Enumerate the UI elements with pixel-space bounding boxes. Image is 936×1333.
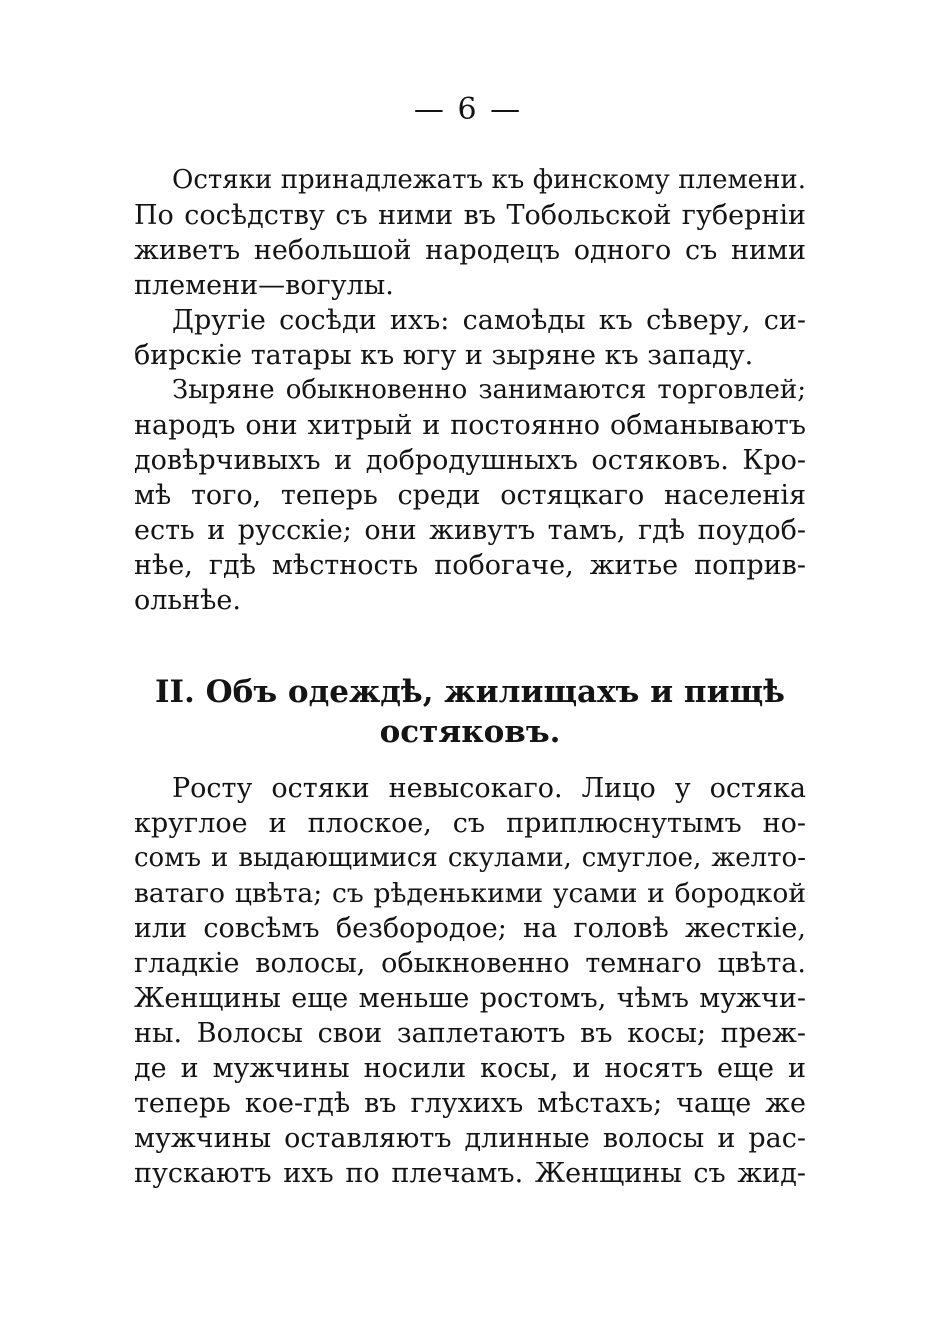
text-line: есть и русскіе; они живутъ тамъ, гдѣ поудоб- bbox=[134, 515, 806, 546]
text-line: Женщины еще меньше ростомъ, чѣмъ мужчи- bbox=[134, 983, 806, 1014]
text-line: народъ они хитрый и постоянно обманываютъ bbox=[134, 410, 806, 441]
text-line: Зыряне обыкновенно занимаются торговлей; bbox=[172, 375, 806, 405]
text-line: пускаютъ ихъ по плечамъ. Женщины съ жид- bbox=[134, 1158, 806, 1189]
text-line: теперь кое-гдѣ въ глухихъ мѣстахъ; чаще же bbox=[134, 1088, 806, 1119]
text-line: племени—вогулы. bbox=[134, 270, 394, 301]
text-line: ольнѣе. bbox=[134, 585, 241, 616]
text-line: Другіе сосѣди ихъ: самоѣды къ сѣверу, си- bbox=[172, 305, 806, 336]
text-line: сомъ и выдающимися скулами, смуглое, желто- bbox=[134, 843, 806, 873]
section-heading-line: II. Объ одеждѣ, жилищахъ и пищѣ bbox=[155, 674, 785, 710]
intro-paragraphs bbox=[134, 163, 806, 618]
text-line: или совсѣмъ безбородое; на головѣ жесткіе, bbox=[134, 913, 806, 944]
text-line: довѣрчивыхъ и добродушныхъ остяковъ. Кро- bbox=[134, 445, 806, 476]
text-line: мужчины оставляютъ длинные волосы и рас- bbox=[134, 1123, 806, 1154]
text-line: Остяки принадлежатъ къ финскому племени. bbox=[172, 165, 806, 195]
section-heading-line: остяковъ. bbox=[379, 714, 561, 750]
text-line: По сосѣдству съ ними въ Тобольской губерніи bbox=[134, 200, 806, 231]
section-paragraph bbox=[134, 771, 806, 1191]
text-line: гладкіе волосы, обыкновенно темнаго цвѣта. bbox=[134, 948, 806, 979]
text-line: Росту остяки невысокаго. Лицо у остяка bbox=[172, 773, 806, 804]
section-heading bbox=[134, 672, 806, 752]
text-line: де и мужчины носили косы, и носятъ еще и bbox=[134, 1053, 806, 1084]
text-line: мѣ того, теперь среди остяцкаго населенія bbox=[134, 480, 806, 511]
text-line: круглое и плоское, съ приплюснутымъ но- bbox=[134, 808, 806, 839]
text-line: бирскіе татары къ югу и зыряне къ западу. bbox=[134, 340, 754, 371]
text-line: ватаго цвѣта; съ рѣденькими усами и бородкой bbox=[134, 878, 806, 909]
text-line: нѣе, гдѣ мѣстность побогаче, житье поприв- bbox=[134, 550, 806, 581]
page-number: — 6 — bbox=[413, 92, 523, 127]
text-line: ны. Волосы свои заплетаютъ въ косы; преж- bbox=[134, 1018, 806, 1049]
text-line: живетъ небольшой народецъ одного съ ними bbox=[134, 235, 806, 266]
